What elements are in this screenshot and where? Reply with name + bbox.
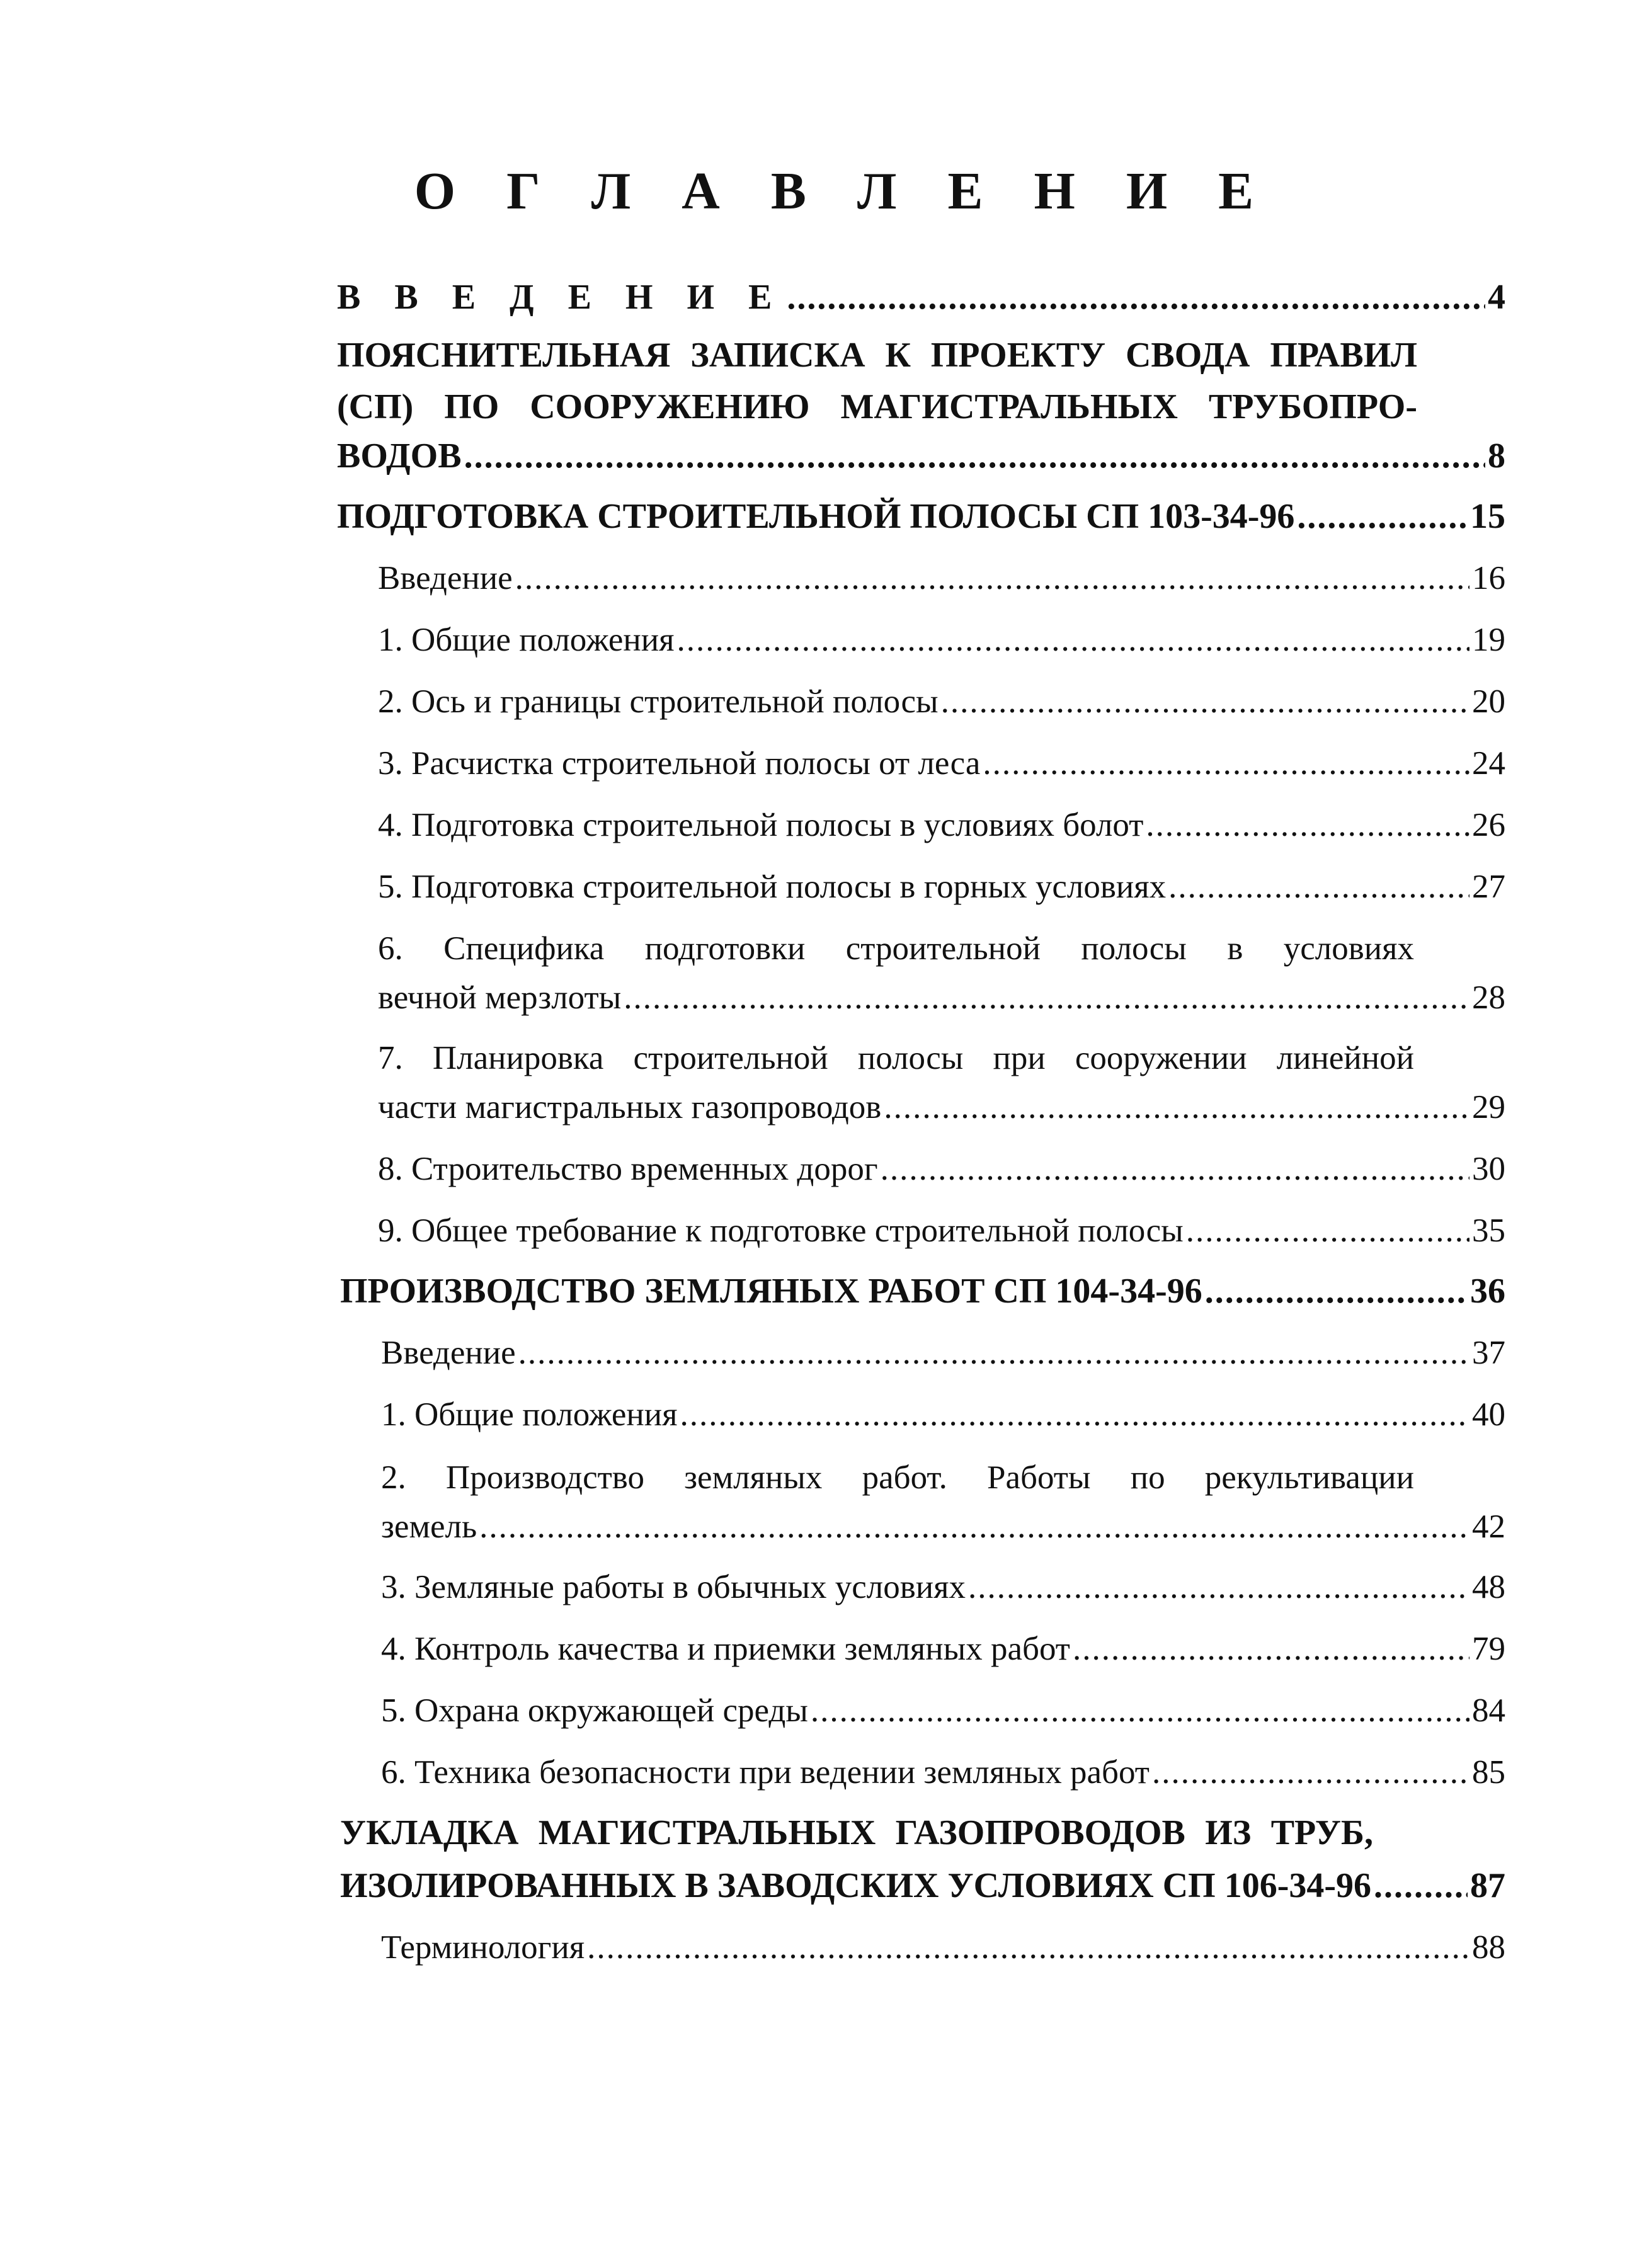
page-title: О Г Л А В Л Е Н И Е bbox=[414, 162, 1273, 220]
toc-entry-title: 9. Общее требование к подготовке строительной полосы bbox=[378, 1212, 1184, 1249]
dot-leader bbox=[881, 1150, 1469, 1188]
toc-entry-title: 4. Подготовка строительной полосы в условиях болот bbox=[378, 807, 1144, 843]
dot-leader bbox=[1186, 1212, 1469, 1250]
toc-page-number: 42 bbox=[1472, 1508, 1505, 1545]
toc-page-number: 29 bbox=[1472, 1089, 1505, 1125]
toc-entry-sp103-8[interactable] bbox=[378, 1150, 1505, 1188]
toc-entry-title: 3. Земляные работы в обычных условиях bbox=[381, 1569, 966, 1605]
toc-page-number: 48 bbox=[1472, 1569, 1505, 1605]
toc-page-number: 28 bbox=[1472, 979, 1505, 1016]
toc-entry-sp103-7-line-1[interactable]: 7. Планировка строительной полосы при сооружении линейной bbox=[378, 1040, 1414, 1076]
toc-entry-title: 5. Охрана окружающей среды bbox=[381, 1692, 808, 1729]
toc-entry-title: Введение bbox=[378, 560, 513, 596]
dot-leader bbox=[1168, 868, 1469, 906]
toc-page-number: 19 bbox=[1472, 622, 1505, 658]
toc-entry-title: 1. Общие положения bbox=[381, 1396, 678, 1433]
toc-entry-sp103-5[interactable] bbox=[378, 868, 1505, 906]
dot-leader bbox=[1073, 1630, 1469, 1668]
dot-leader bbox=[464, 436, 1485, 476]
toc-entry-title: 3. Расчистка строительной полосы от леса bbox=[378, 745, 981, 782]
toc-page-number: 24 bbox=[1472, 745, 1505, 782]
toc-page-number: 4 bbox=[1488, 278, 1505, 317]
toc-entry-sp106-terminology[interactable] bbox=[381, 1929, 1505, 1966]
toc-entry-sp103-introduction[interactable] bbox=[378, 559, 1505, 597]
toc-entry-explanatory-note-line-1[interactable]: ПОЯСНИТЕЛЬНАЯ ЗАПИСКА К ПРОЕКТУ СВОДА ПРАВИЛ bbox=[337, 336, 1417, 375]
toc-entry-sp103-6-line-1[interactable]: 6. Специфика подготовки строительной полосы в условиях bbox=[378, 930, 1414, 967]
toc-entry-sp104-5[interactable] bbox=[381, 1692, 1505, 1729]
toc-entry-section-sp-106-line-1[interactable]: УКЛАДКА МАГИСТРАЛЬНЫХ ГАЗОПРОВОДОВ ИЗ ТРУБ, bbox=[340, 1813, 1373, 1852]
toc-entry-sp104-3[interactable] bbox=[381, 1568, 1505, 1606]
dot-leader bbox=[1297, 496, 1468, 537]
toc-entry-explanatory-note[interactable] bbox=[337, 436, 1505, 476]
toc-entry-title: 8. Строительство временных дорог bbox=[378, 1151, 878, 1187]
dot-leader bbox=[811, 1692, 1469, 1729]
toc-entry-sp104-4[interactable] bbox=[381, 1630, 1505, 1668]
toc-entry-sp104-1[interactable] bbox=[381, 1396, 1505, 1433]
toc-entry-sp104-2-line-1[interactable]: 2. Производство земляных работ. Работы по рекультивации bbox=[381, 1459, 1414, 1496]
toc-entry-title: Терминология bbox=[381, 1929, 585, 1966]
dot-leader bbox=[884, 1088, 1469, 1126]
dot-leader bbox=[983, 744, 1469, 782]
toc-page-number: 87 bbox=[1470, 1866, 1505, 1905]
toc-page-number: 79 bbox=[1472, 1631, 1505, 1667]
toc-page-number: 88 bbox=[1472, 1929, 1505, 1966]
toc-page-number: 15 bbox=[1470, 497, 1505, 536]
dot-leader bbox=[787, 277, 1485, 317]
dot-leader bbox=[624, 979, 1469, 1017]
dot-leader bbox=[677, 621, 1469, 659]
toc-entry-title: 4. Контроль качества и приемки земляных работ bbox=[381, 1631, 1070, 1667]
toc-entry-title: ПРОИЗВОДСТВО ЗЕМЛЯНЫХ РАБОТ СП 104-34-96 bbox=[340, 1272, 1202, 1311]
dot-leader bbox=[1152, 1753, 1469, 1791]
dot-leader bbox=[1205, 1271, 1468, 1311]
toc-entry-section-sp-106[interactable] bbox=[340, 1866, 1505, 1906]
dot-leader bbox=[1374, 1866, 1468, 1906]
toc-entry-title: 5. Подготовка строительной полосы в горных условиях bbox=[378, 869, 1167, 905]
toc-entry-title: Введение bbox=[381, 1335, 516, 1371]
dot-leader bbox=[518, 1334, 1469, 1372]
toc-page-number: 16 bbox=[1472, 560, 1505, 596]
toc-entry-title: 1. Общие положения bbox=[378, 622, 675, 658]
toc-page-number: 36 bbox=[1470, 1272, 1505, 1311]
toc-entry-sp104-6[interactable] bbox=[381, 1753, 1505, 1791]
toc-page-number: 37 bbox=[1472, 1335, 1505, 1371]
toc-page-number: 30 bbox=[1472, 1151, 1505, 1187]
toc-entry-sp103-4[interactable] bbox=[378, 806, 1505, 844]
toc-page-number: 84 bbox=[1472, 1692, 1505, 1729]
dot-leader bbox=[941, 683, 1469, 721]
toc-entry-sp103-6[interactable] bbox=[378, 979, 1505, 1017]
toc-entry-title: В В Е Д Е Н И Е bbox=[337, 278, 785, 317]
toc-entry-title: ВОДОВ bbox=[337, 436, 462, 476]
toc-entry-section-sp-104[interactable] bbox=[340, 1271, 1505, 1311]
toc-page-number: 40 bbox=[1472, 1396, 1505, 1433]
toc-entry-title: части магистральных газопроводов bbox=[378, 1089, 882, 1125]
dot-leader bbox=[479, 1508, 1469, 1546]
toc-entry-sp104-introduction[interactable] bbox=[381, 1334, 1505, 1372]
dot-leader bbox=[680, 1396, 1469, 1433]
toc-entry-section-sp-103[interactable] bbox=[337, 496, 1505, 537]
dot-leader bbox=[968, 1568, 1469, 1606]
toc-page-number: 85 bbox=[1472, 1754, 1505, 1791]
toc-page-number: 20 bbox=[1472, 683, 1505, 720]
toc-entry-title: 6. Техника безопасности при ведении земляных работ bbox=[381, 1754, 1150, 1791]
toc-entry-introduction[interactable] bbox=[337, 277, 1505, 317]
toc-entry-sp103-1[interactable] bbox=[378, 621, 1505, 659]
dot-leader bbox=[1146, 806, 1469, 844]
toc-entry-sp103-3[interactable] bbox=[378, 744, 1505, 782]
toc-entry-sp104-2[interactable] bbox=[381, 1508, 1505, 1546]
toc-entry-title: вечной мерзлоты bbox=[378, 979, 622, 1016]
toc-entry-explanatory-note-line-2[interactable]: (СП) ПО СООРУЖЕНИЮ МАГИСТРАЛЬНЫХ ТРУБОПРО- bbox=[337, 387, 1417, 426]
toc-entry-sp103-2[interactable] bbox=[378, 683, 1505, 721]
toc-page-number: 26 bbox=[1472, 807, 1505, 843]
toc-entry-sp103-9[interactable] bbox=[378, 1212, 1505, 1250]
toc-entry-title: 2. Ось и границы строительной полосы bbox=[378, 683, 939, 720]
dot-leader bbox=[515, 559, 1469, 597]
toc-entry-title: ПОДГОТОВКА СТРОИТЕЛЬНОЙ ПОЛОСЫ СП 103-34-96 bbox=[337, 497, 1295, 536]
toc-page-number: 8 bbox=[1488, 436, 1505, 476]
toc-entry-sp103-7[interactable] bbox=[378, 1088, 1505, 1126]
toc-page-number: 27 bbox=[1472, 869, 1505, 905]
dot-leader bbox=[587, 1929, 1469, 1966]
toc-entry-title: земель bbox=[381, 1508, 477, 1545]
toc-page-number: 35 bbox=[1472, 1212, 1505, 1249]
toc-entry-title: ИЗОЛИРОВАННЫХ В ЗАВОДСКИХ УСЛОВИЯХ СП 106-34-96 bbox=[340, 1866, 1371, 1905]
